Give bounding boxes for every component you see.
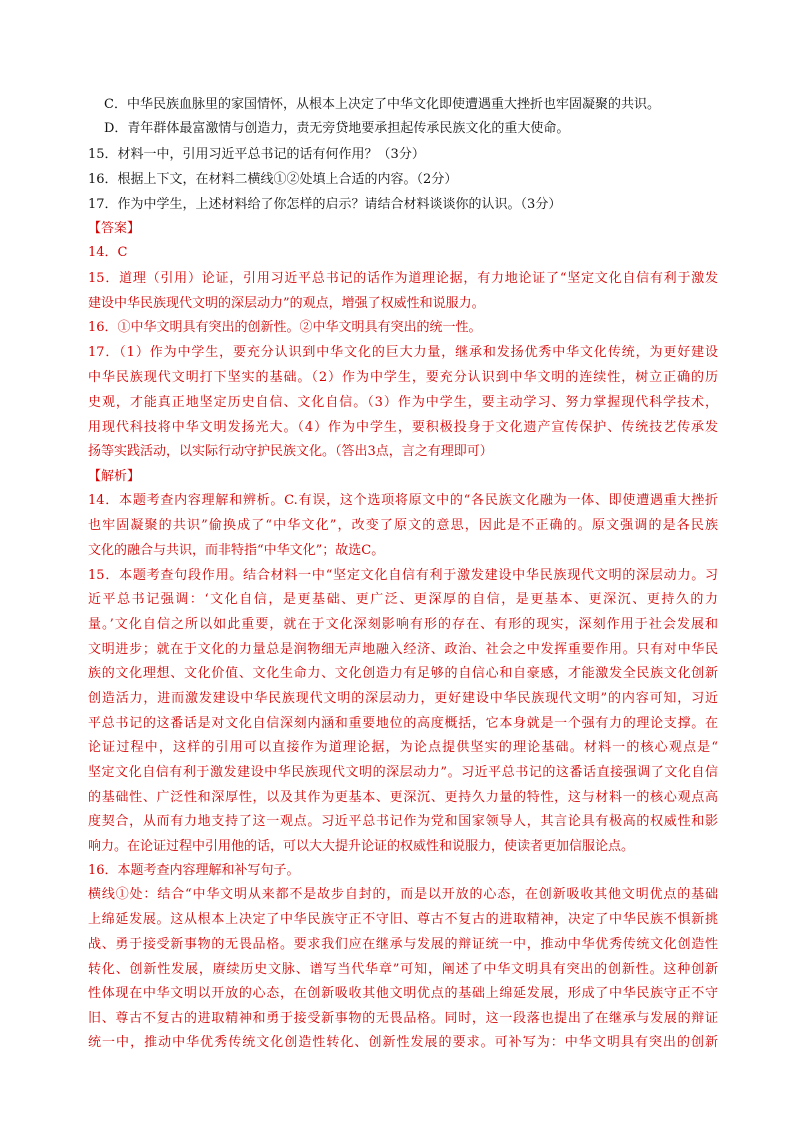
answer-17-line: 史观，才能真正地坚定历史自信、文化自信。（3）作为中学生，要主动学习、努力掌握现代科学技术， [88, 395, 718, 410]
answer-17-line: 17．（1）作为中学生，要充分认识到中华文化的巨大力量，继承和发扬优秀中华文化传统，为更好建设 [88, 345, 718, 360]
answer-15-line: 建设中华民族现代文明的深层动力”的观点，增强了权威性和说服力。 [88, 296, 485, 311]
analysis-14-line: 14．本题考查内容理解和辨析。C.有误，这个选项将原文中的“各民族文化融为一体、即使遭遇重大挫折 [88, 493, 718, 508]
analysis-16-title: 16．本题考查内容理解和补写句子。 [88, 863, 300, 878]
answer-17-line: 中华民族现代文明打下坚实的基础。（2）作为中学生，要充分认识到中华文明的连续性，树立正确的历 [88, 370, 718, 385]
analysis-15-line: 响力。在论证过程中引用他的话，可以大大提升论证的权威性和说服力，使读者更加信服论点。 [88, 839, 635, 854]
analysis-15-line: 文明进步；就在于文化的力量总是润物细无声地融入经济、政治、社会之中发挥重要作用。只有对中华民 [88, 642, 718, 657]
analysis-15-line: 的基础性、广泛性和深厚性，以及其作为更基本、更深沉、更持久力量的特性，这与材料一的核心观点高 [88, 790, 718, 805]
option-d: D．青年群体最富激情与创造力，责无旁贷地要承担起传承民族文化的重大使命。 [104, 121, 570, 136]
analysis-14-line: 文化的融合与共识，而非特指“中华文化”；故选C。 [88, 543, 385, 558]
analysis-15-line: 度契合，从而有力地支持了这一观点。习近平总书记作为党和国家领导人，其言论具有极高的权威性和影 [88, 814, 718, 829]
analysis-16-line: 转化、创新性发展，赓续历史文脉、谱写当代华章”可知，阐述了中华文明具有突出的创新性。这种创新 [88, 962, 718, 977]
analysis-15-line: 坚定文化自信有利于激发建设中华民族现代文明的深层动力”。习近平总书记的这番话直接强调了文化自信 [88, 765, 718, 780]
analysis-15-line: 近平总书记强调：‘文化自信，是更基础、更广泛、更深厚的自信，是更基本、更深沉、更持久的力 [88, 592, 718, 607]
analysis-14-line: 也牢固凝聚的共识”偷换成了“中华文化”，改变了原文的意思，因此是不正确的。原文强调的是各民族 [88, 518, 718, 533]
answer-16: 16．①中华文明具有突出的创新性。②中华文明具有突出的统一性。 [88, 320, 482, 335]
answer-17-line: 扬等实践活动，以实际行动守护民族文化。（答出3点，言之有理即可） [88, 444, 493, 459]
analysis-16-line: 旧、尊古不复古的进取精神和勇于接受新事物的无畏品格。同时，这一段落也提出了在继承与发展的辩证 [88, 1011, 718, 1026]
question-15: 15．材料一中，引用习近平总书记的话有何作用？（3分） [88, 147, 425, 162]
analysis-16-line: 性体现在中华文明以开放的心态，在创新吸收其他文明优点的基础上绵延发展，形成了中华民族守正不守 [88, 986, 718, 1001]
analysis-15-line: 族的文化理想、文化价值、文化生命力、文化创造力有足够的自信心和自豪感，才能激发全民族文化创新 [88, 666, 718, 681]
answer-heading: 【答案】 [88, 221, 141, 236]
answer-14: 14．C [88, 245, 128, 260]
answer-15-line: 15．道理（引用）论证，引用习近平总书记的话作为道理论据，有力地论证了“坚定文化自信有利于激发 [88, 271, 718, 286]
analysis-15-line: 15．本题考查句段作用。结合材料一中“坚定文化自信有利于激发建设中华民族现代文明的深层动力。习 [88, 568, 718, 583]
analysis-16-line: 统一中，推动中华优秀传统文化创造性转化、创新性发展的要求。可补写为：中华文明具有突出的创新 [88, 1035, 718, 1050]
analysis-16-line: 上绵延发展。这从根本上决定了中华民族守正不守旧、尊古不复古的进取精神，决定了中华民族不惧新挑 [88, 912, 718, 927]
analysis-16-line: 横线①处：结合“中华文明从来都不是故步自封的，而是以开放的心态，在创新吸收其他文明优点的基础 [88, 887, 718, 902]
analysis-15-line: 量。’文化自信之所以如此重要，就在于文化深刻影响有形的存在、有形的现实，深刻作用于社会发展和 [88, 617, 718, 632]
option-c: C．中华民族血脉里的家国情怀，从根本上决定了中华文化即使遭遇重大挫折也牢固凝聚的共识。 [104, 97, 660, 112]
question-16: 16．根据上下文，在材料二横线①②处填上合适的内容。（2分） [88, 172, 458, 187]
question-17: 17．作为中学生，上述材料给了你怎样的启示？请结合材料谈谈你的认识。（3分） [88, 197, 562, 212]
analysis-15-line: 论证过程中，这样的引用可以直接作为道理论据，为论点提供坚实的理论基础。材料一的核心观点是“ [88, 740, 718, 755]
analysis-15-line: 创造活力，进而激发建设中华民族现代文明的深层动力，更好建设中华民族现代文明”的内容可知，习近 [88, 691, 718, 706]
analysis-heading: 【解析】 [88, 469, 141, 484]
analysis-15-line: 平总书记的这番话是对文化自信深刻内涵和重要地位的高度概括，它本身就是一个强有力的理论支撑。在 [88, 716, 718, 731]
answer-17-line: 用现代科技将中华文明发扬光大。（4）作为中学生，要积极投身于文化遗产宣传保护、传统技艺传承发 [88, 420, 718, 435]
analysis-16-line: 战、勇于接受新事物的无畏品格。要求我们应在继承与发展的辩证统一中，推动中华优秀传统文化创造性 [88, 937, 718, 952]
